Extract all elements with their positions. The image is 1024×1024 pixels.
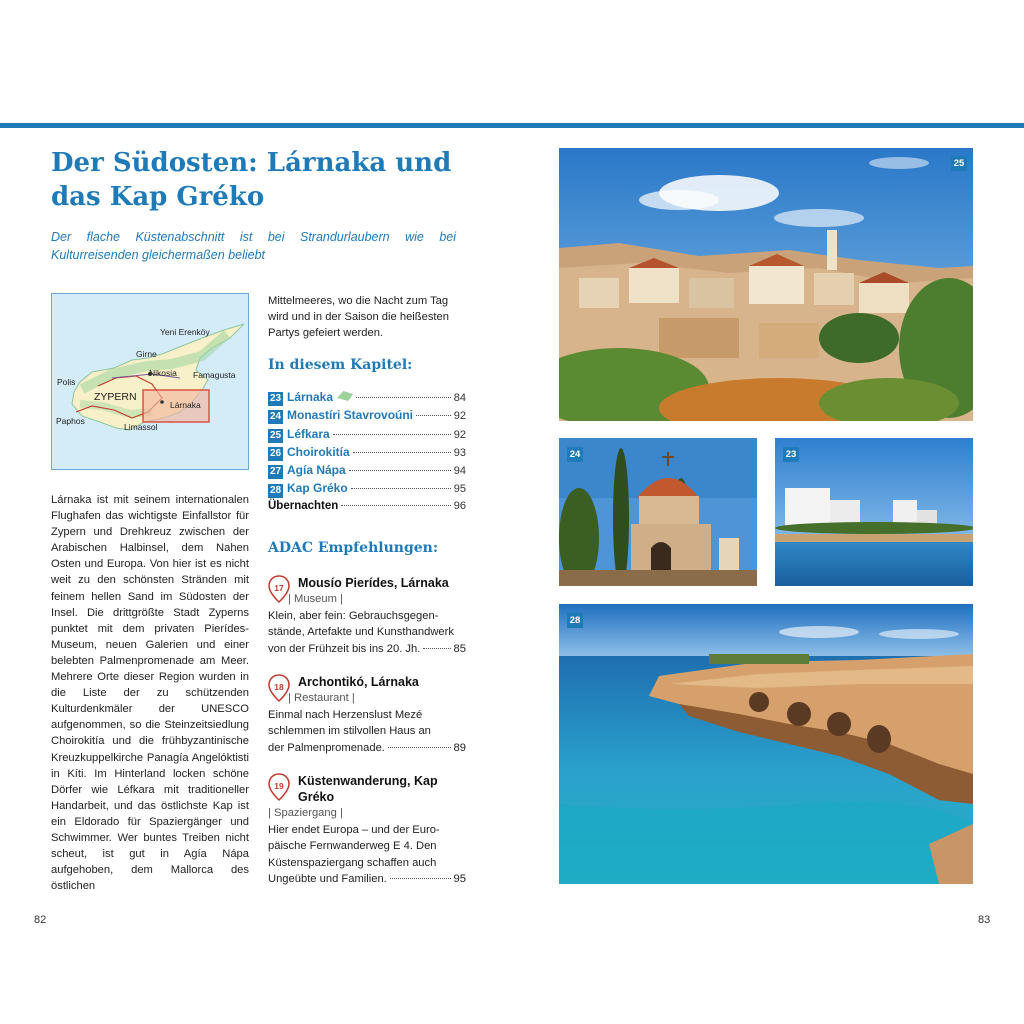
location-pin-icon [268,674,290,702]
recommendation-page: 95 [453,873,466,886]
recommendation-page: 85 [453,642,466,655]
location-pin-icon [268,575,290,603]
intro-text-continued: Mittelmeeres, wo die Nacht zum Tag wird und in der Saison die heißesten Partys gefeiert werden. [268,295,449,340]
toc-item[interactable] [268,408,466,426]
toc-number: 28 [269,484,282,496]
toc-item[interactable] [268,463,466,481]
toc-label: Agía Nápa [287,463,346,478]
leader-dots [390,878,451,879]
photo-badge: 24 [567,447,583,462]
recommendation-text-line: stände, Artefakte und Kunsthandwerk [268,626,454,639]
toc-label: Monastíri Stavrovoúni [287,408,414,423]
photo-beach [775,438,973,586]
recommendation-text-line: päische Fernwanderweg E 4. Den [268,840,437,853]
map-label-limassol: Limassol [124,422,158,432]
recommendation-text-line: schlemmen im stilvollen Haus an [268,725,431,738]
photo-cape [559,604,973,884]
toc-item[interactable] [268,481,466,499]
cyprus-map-graphic [52,294,249,470]
toc-page: 95 [453,483,466,496]
leader-dots [423,648,450,649]
toc-item[interactable] [268,390,466,408]
toc-page: 92 [453,428,466,441]
toc-number: 27 [269,466,282,478]
toc-leader [351,488,451,489]
map-label-polis: Polis [57,377,76,387]
recommendation-title: Mousío Pierídes, Lárnaka [298,576,449,590]
map-label-famagusta: Famagusta [193,370,236,380]
toc-page: 84 [453,392,466,404]
locator-map [51,293,249,470]
map-label-zypern: ZYPERN [94,391,137,403]
map-marker-icon [337,391,353,401]
chapter-title: Der Südosten: Lárnaka und das Kap Gréko [51,148,452,212]
intro-text: Lárnaka ist mit seinem internationalen Flughafen das wichtigste Einfallstor für Zypern und Drehkreuz zwischen der Arabischen Halbinsel, dem Nahen Osten und Europa. Von hier ist es nicht weit zu den schönsten Stränden mit feinem hellen Sand im Südosten der Insel. Die drittgrößte Stadt Zyperns punktet mit dem privaten Pierídes-Museum, neuen Galerien und einer belebten Palmenpromenade am Meer. Mehrere Orte dieser Region wurden in die Liste der zu schützenden Kulturdenkmäler der UNESCO aufgenommen, so die Steinzeitsiedlung Choirokitía und die frühbyzantinische Kreuzkuppelkirche Panagía Angelóktisti in Kíti. Im Hinterland locken schöne Dörfer wie Léfkara mit traditioneller Handarbeit, und das östlichste Kap ist ein Eldorado für Spaziergänger und Schwimmer. Wer buntes Treiben nicht scheut, ist gut in Agía Nápa aufgehoben, dem Mallorca des östlichen [51,494,249,893]
photo-village [559,148,973,421]
recommendation-text-line: Ungeübte und Familien. [268,873,387,886]
toc-number: 25 [269,429,282,441]
page-number-right: 83 [978,914,991,926]
toc-leader [353,452,451,453]
recommendation-category: | Spaziergang | [268,807,343,819]
recommendation-page: 89 [453,741,466,754]
toc-label: Übernachten [268,499,339,512]
map-label-girne: Girne [136,349,157,359]
toc-leader [356,397,451,398]
recommendation-title: Archontikó, Lárnaka [298,675,419,689]
pin-number: 18 [274,682,284,692]
recommendation-text-line: Klein, aber fein: Gebrauchsgegen- [268,609,439,622]
chapter-toc [268,390,466,518]
recommendation-category: | Museum | [288,593,343,605]
map-label-yeni-erenkoy: Yeni Erenköy [160,327,210,337]
toc-number: 24 [269,411,282,423]
toc-heading: In diesem Kapitel: [268,357,413,373]
toc-label: Lárnaka [287,390,334,404]
toc-item-overnight[interactable] [268,500,466,518]
pin-number: 19 [274,781,284,791]
toc-label: Léfkara [287,426,330,441]
toc-leader [333,434,451,435]
toc-number: 26 [269,448,282,460]
toc-item[interactable] [268,445,466,463]
photo-monastery [559,438,757,586]
toc-page: 92 [453,410,466,423]
top-rule [0,123,1024,128]
toc-page: 93 [453,446,466,459]
recommendation-item [268,773,466,888]
map-label-larnaka: Lárnaka [170,400,201,410]
toc-item[interactable] [268,427,466,445]
recommendation-text-line: von der Frühzeit bis ins 20. Jh. [268,642,421,655]
toc-label: Choirokitía [287,444,350,459]
toc-number: 23 [269,393,282,405]
location-pin-icon [268,773,290,801]
toc-label: Kap Gréko [287,481,348,496]
recommendation-item [268,674,466,756]
recommendation-item [268,575,466,657]
page-number-left: 82 [34,914,47,926]
toc-page: 96 [453,499,466,512]
map-label-paphos: Paphos [56,416,85,426]
photo-badge: 25 [951,156,967,171]
recommendation-text-line: Einmal nach Herzenslust Mezé [268,708,423,721]
recommendation-title: Küstenwanderung, Kap Gréko [298,774,438,804]
recommendation-text-line: der Palmenpromenade. [268,741,385,754]
toc-leader [349,470,451,471]
chapter-subtitle: Der flache Küstenabschnitt ist bei Strandurlaubern wie bei Kulturreisenden gleichermaßen beliebt [51,230,456,262]
recommendation-category: | Restaurant | [288,692,355,704]
recommendation-text-line: Hier endet Europa – und der Euro- [268,823,440,836]
toc-page: 94 [453,465,466,478]
photo-badge: 23 [783,447,799,462]
map-label-nikosia: Nikosia [149,368,177,378]
toc-leader [341,505,450,506]
leader-dots [388,747,451,748]
photo-badge: 28 [567,613,583,628]
recommendations-heading: ADAC Empfehlungen: [268,540,438,556]
toc-leader [416,415,451,416]
pin-number: 17 [274,583,284,593]
recommendation-text-line: Küstenspaziergang schaffen auch [268,856,437,869]
